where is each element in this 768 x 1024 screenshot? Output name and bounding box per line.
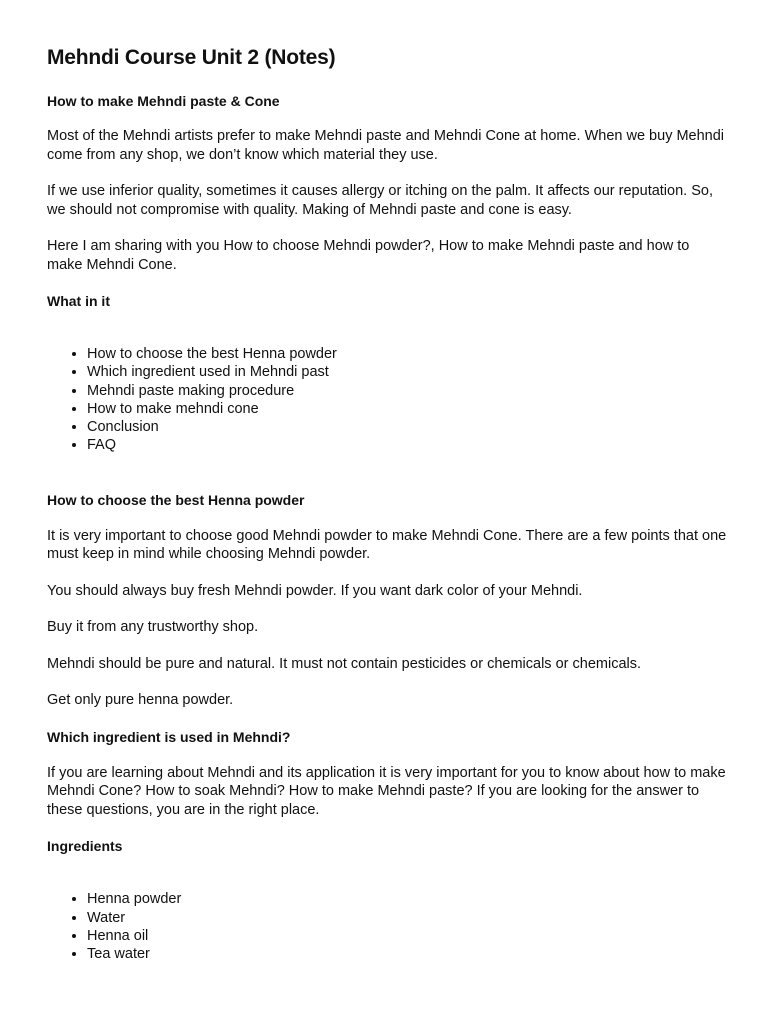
- list-item: • Henna powder: [87, 890, 728, 908]
- section-heading-choose: How to choose the best Henna powder: [47, 491, 305, 508]
- paragraph-sharing: Here I am sharing with you How to choose Mehndi powder?, How to make Mehndi paste and how to make Mehndi Cone.: [47, 238, 690, 273]
- list-item: • Conclusion: [87, 418, 728, 436]
- list-item: • Henna oil: [87, 927, 728, 945]
- paragraph-learning: If you are learning about Mehndi and its application it is very important for you to know about how to make Mehndi Cone? How to soak Mehndi? How to make Mehndi paste? If you are looking for the answer to these questions, you are in the right place.: [47, 764, 726, 818]
- toc-list: [47, 345, 728, 455]
- paragraph-intro: Most of the Mehndi artists prefer to make Mehndi paste and Mehndi Cone at home. When we buy Mehndi come from any shop, we don’t know which material they use.: [47, 128, 725, 163]
- section-heading-what: What in it: [47, 293, 110, 309]
- paragraph-choose: It is very important to choose good Mehndi powder to make Mehndi Cone. There are a few points that one must keep in mind while choosing Mehndi powder.: [47, 527, 727, 563]
- list-item: • How to make mehndi cone: [87, 400, 728, 418]
- list-item: • Which ingredient used in Mehndi past: [87, 363, 728, 381]
- paragraph-henna: Get only pure henna powder.: [47, 692, 234, 709]
- section-heading-ingredient: Which ingredient is used in Mehndi?: [47, 728, 291, 745]
- list-item: • Water: [87, 909, 728, 927]
- page-title: Mehndi Course Unit 2 (Notes): [47, 46, 336, 69]
- section-heading-paste: How to make Mehndi paste & Cone: [47, 93, 280, 109]
- paragraph-fresh: You should always buy fresh Mehndi powder. If you want dark color of your Mehndi.: [47, 582, 583, 599]
- list-item: • FAQ: [87, 436, 728, 454]
- list-item: • How to choose the best Henna powder: [87, 345, 728, 363]
- section-heading-ingredients: Ingredients: [47, 838, 123, 855]
- list-item: • Mehndi paste making procedure: [87, 382, 728, 400]
- paragraph-pure: Mehndi should be pure and natural. It must not contain pesticides or chemicals or chemicals.: [47, 655, 642, 672]
- list-item: • Tea water: [87, 945, 728, 963]
- paragraph-shop: Buy it from any trustworthy shop.: [47, 619, 259, 636]
- paragraph-quality: If we use inferior quality, sometimes it causes allergy or itching on the palm. It affects our reputation. So, we should not compromise with quality. Making of Mehndi paste and cone is easy.: [47, 183, 713, 218]
- ingredients-list: [47, 890, 728, 963]
